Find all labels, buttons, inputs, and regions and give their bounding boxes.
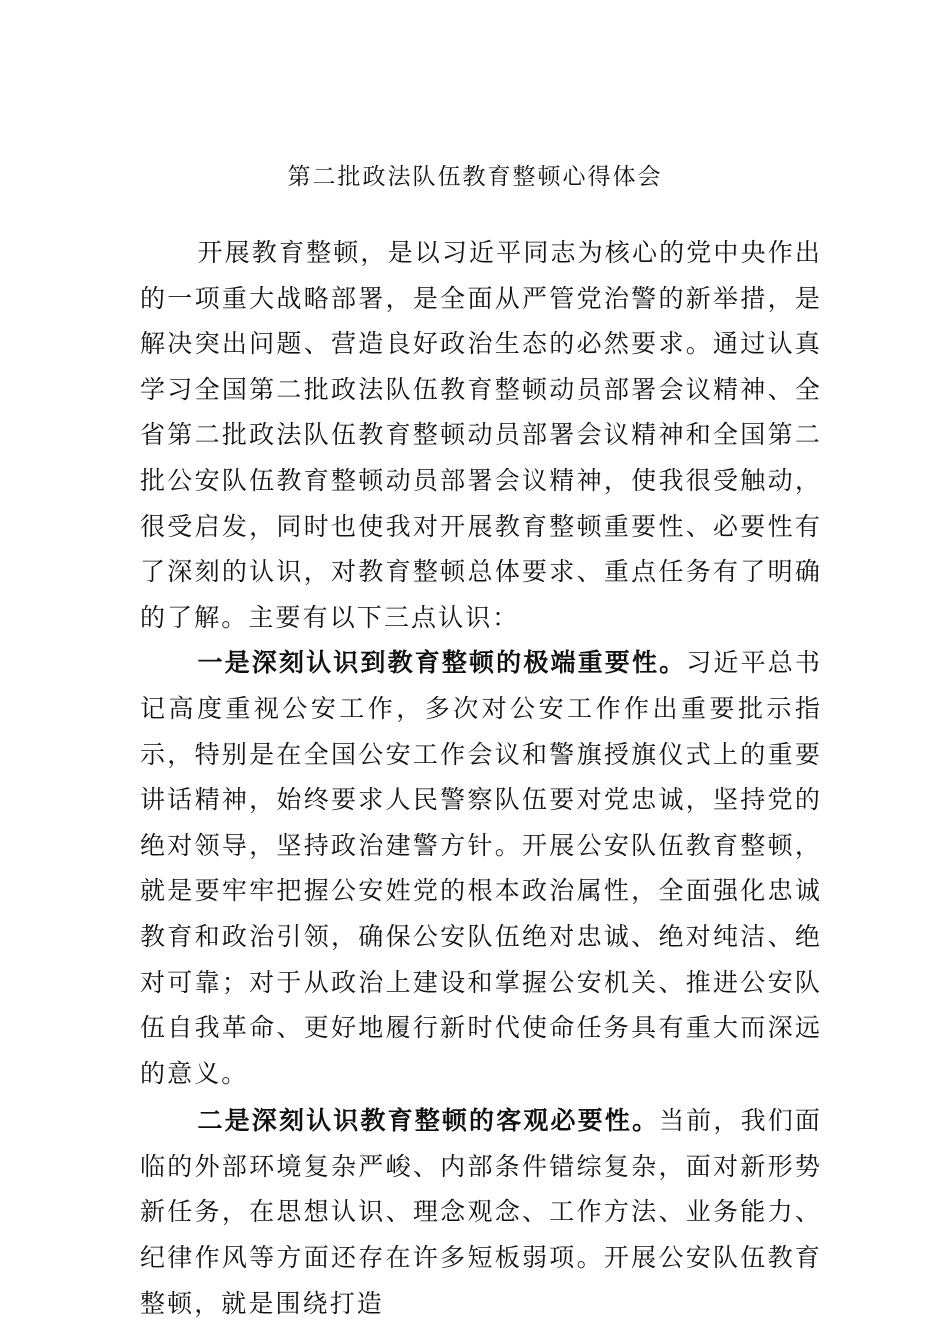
paragraph-point-two-text: 当前，我们面临的外部环境复杂严峻、内部条件错综复杂，面对新形势新任务，在思想认识、理念观念、工作方法、业务能力、纪律作风等方面还存在许多短板弱项。开展公安队伍教育整顿，就是围绕打造 — [140, 1106, 822, 1318]
paragraph-point-one — [140, 640, 822, 1096]
document-title: 第二批政法队伍教育整顿心得体会 — [287, 164, 663, 191]
paragraph-point-two-lead: 二是深刻认识教育整顿的客观必要性。 — [197, 1106, 660, 1136]
document-body — [140, 230, 822, 1326]
paragraph-point-two — [140, 1098, 822, 1326]
paragraph-point-one-text: 习近平总书记高度重视公安工作，多次对公安工作作出重要批示指示，特别是在全国公安工作会议和警旗授旗仪式上的重要讲话精神，始终要求人民警察队伍要对党忠诚，坚持党的绝对领导，坚持政治建警方针。开展公安队伍教育整顿，就是要牢牢把握公安姓党的根本政治属性，全面强化忠诚教育和政治引领，确保公安队伍绝对忠诚、绝对纯洁、绝对可靠；对于从政治上建设和掌握公安机关、推进公安队伍自我革命、更好地履行新时代使命任务具有重大而深远的意义。 — [140, 648, 822, 1088]
paragraph-intro-text: 开展教育整顿，是以习近平同志为核心的党中央作出的一项重大战略部署，是全面从严管党治警的新举措，是解决突出问题、营造良好政治生态的必然要求。通过认真学习全国第二批政法队伍教育整顿动员部署会议精神、全省第二批政法队伍教育整顿动员部署会议精神和全国第二批公安队伍教育整顿动员部署会议精神，使我很受触动，很受启发，同时也使我对开展教育整顿重要性、必要性有了深刻的认识，对教育整顿总体要求、重点任务有了明确的了解。主要有以下三点认识： — [140, 238, 822, 632]
paragraph-point-one-lead: 一是深刻认识到教育整顿的极端重要性。 — [197, 648, 687, 678]
paragraph-intro — [140, 230, 822, 640]
